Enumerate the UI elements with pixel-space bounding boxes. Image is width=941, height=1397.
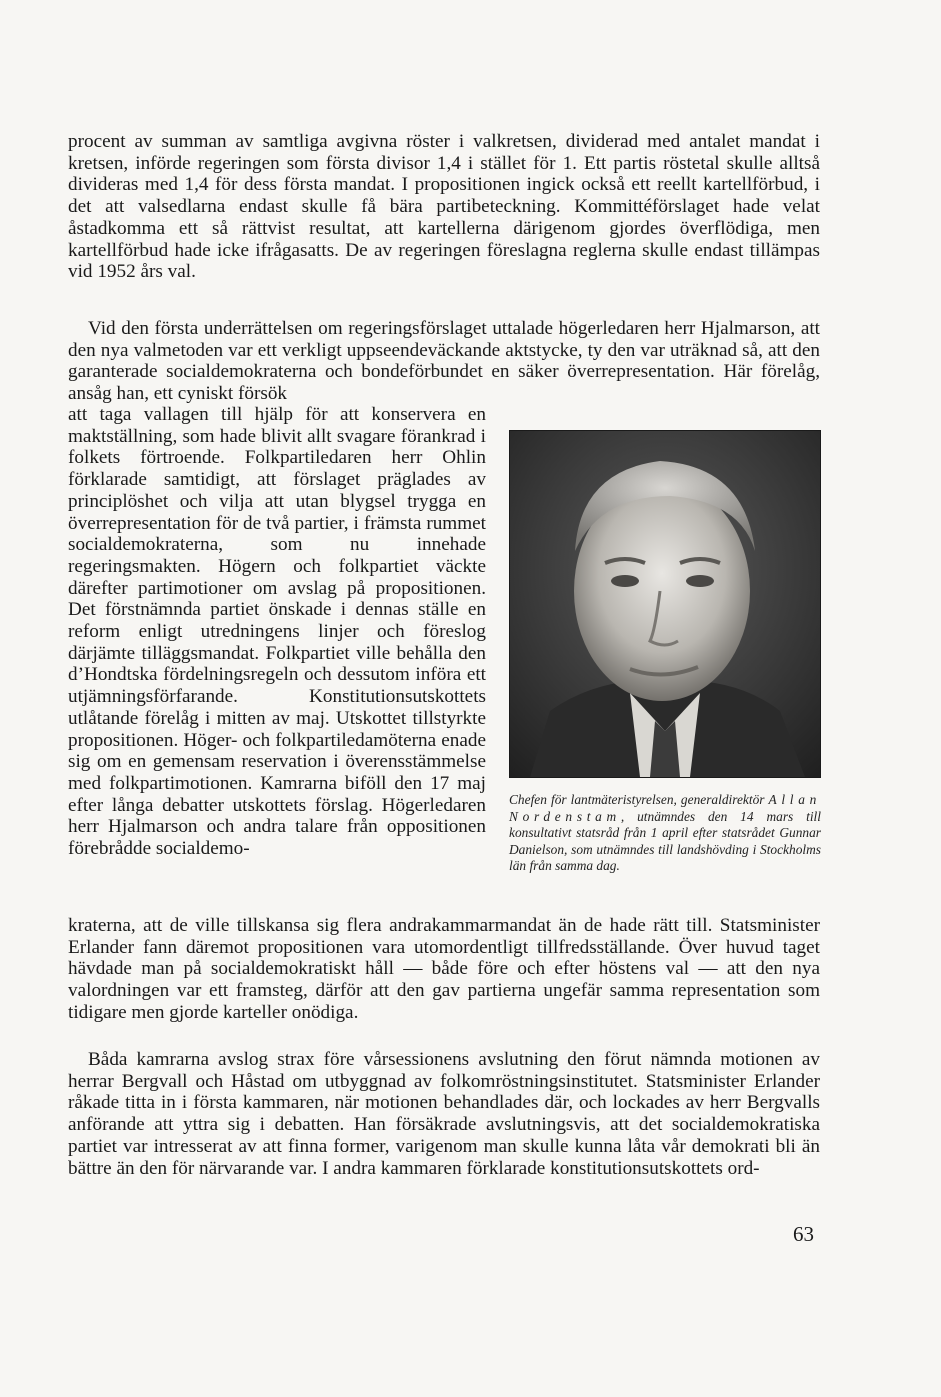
page-number: 63 — [793, 1222, 814, 1246]
paragraph-vid-wrapped — [68, 404, 486, 860]
portrait-photo — [509, 430, 821, 778]
paragraph-after-text: kraterna, att de ville tillskansa sig flera andrakammarmandat än de hade rätt till. Statsminister Erlander fann däremot propositionen vara utomordentligt tillfredsställande. Över huvud taget hävdade man på socialdemokratiskt håll — både före och efter höstens val — att den nya valordningen var ett framsteg, därför att den gav partierna ungefär samma representation som tidigare men gjorde karteller onödiga. — [68, 915, 820, 1023]
caption-part2: , utnämndes den 14 mars till konsultativt statsråd från 1 april efter statsrådet Gunnar Danielson, som utnämndes till landshövding i Stockholms län från samma dag. — [509, 808, 821, 874]
caption-name: Allan Nordenstam — [509, 792, 821, 824]
paragraph-vid-text: Vid den första underrättelsen om regeringsförslaget uttalade högerledaren herr Hjalmarson, att den nya valmetoden var ett verkligt uppseendeväckande aktstycke, ty den var uträknad så, att den garanterade socialdemokraterna och bondeförbundet en säker överrepresentation. Här förelåg, ansåg han, ett cyniskt försök — [68, 318, 820, 405]
paragraph-top-text: procent av summan av samtliga avgivna röster i valkretsen, dividerad med antalet mandat i kretsen, införde regeringen som första divisor 1,4 i stället för 1. Ett partis röstetal skulle alltså divideras med 1,4 för dess första mandat. I propositionen ingick också ett reellt kartellförbud, i det att valsedlarna endast skulle få bära partibeteckning. Kommittéförslaget hade velat åstadkomma ett så rättvist resultat, att kartellerna därigenom gjordes överflödiga, men kartellförbud hade icke ifrågasatts. De av regeringen föreslagna reglerna skulle endast tillämpas vid 1952 års val. — [68, 131, 820, 283]
paragraph-bada-text: Båda kamrarna avslog strax före vårsessionens avslutning den förut nämnda motionen av herrar Bergvall och Håstad om utbyggnad av folkomröstningsinstitutet. Statsminister Erlander råkade titta in i första kammaren, när motionen behandlades där, och lockades av herr Bergvalls anförande att yttra sig i debatten. Han försäkrade avslutningsvis, att det socialdemokratiska partiet var intresserat av att finna former, varigenom man skulle kunna låta vår demokrati bli än bättre än den för närvarande var. I andra kammaren förklarade konstitutionsutskottets ord- — [68, 1049, 820, 1179]
paragraph-bada — [68, 1049, 820, 1179]
photo-caption — [509, 792, 821, 875]
paragraph-vid — [68, 318, 820, 405]
caption-part1: Chefen för lantmäteristyrelsen, generaldirektör — [509, 792, 769, 807]
paragraph-top — [68, 131, 820, 283]
paragraph-vid-wrapped-text: att taga vallagen till hjälp för att konservera en maktställning, som hade blivit allt svagare förankrad i folkets förtroende. Folkpartiledaren herr Ohlin förklarade samtidigt, att förslaget präglades av principlöshet och vilja att utan blygsel trygga en överrepresentation för de två partier, i främsta rummet socialdemokraterna, som nu innehade regeringsmakten. Högern och folkpartiet väckte därefter partimotioner om avslag på propositionen. Det förstnämnda partiet önskade i dennas ställe en reform enligt utredningens linjer och föreslog därjämte tilläggsmandat. Folkpartiet ville behålla den d’Hondtska fördelningsregeln och dessutom införa ett utjämningsförfarande. Konstitutionsutskottets utlåtande förelåg i mitten av maj. Utskottet tillstyrkte propositionen. Höger- och folkpartiledamöterna enade sig om en gemensam reservation i överensstämmelse med folkpartimotionen. Kamrarna biföll den 17 maj efter långa debatter utskottets förslag. Högerledaren herr Hjalmarson och andra talare från oppositionen förebrådde socialdemo- — [68, 404, 486, 860]
paragraph-after — [68, 915, 820, 1024]
